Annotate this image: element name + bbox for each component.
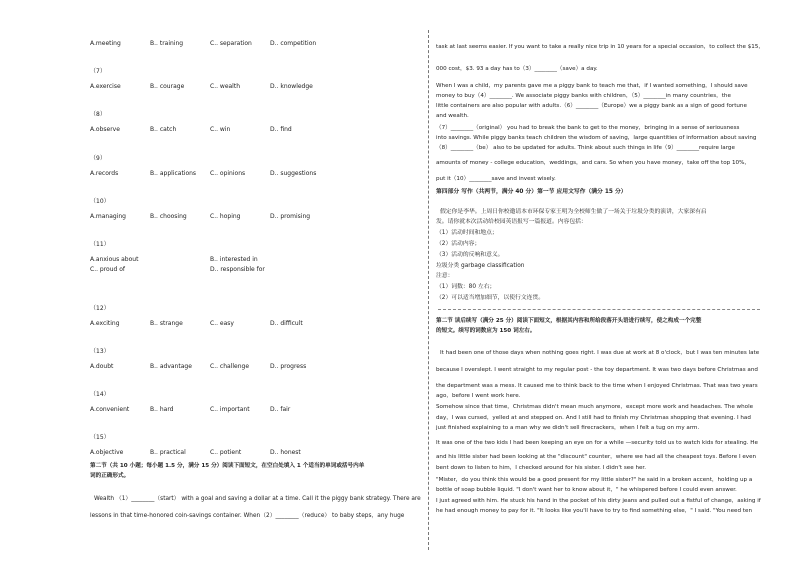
q13-option-d: D.. progress bbox=[270, 363, 307, 370]
q13-option-c: C.. challenge bbox=[210, 363, 250, 370]
story-line-14: he had enough money to pay for it. "It looks like you'll have to try to find something else，" I said. "You need ten bbox=[436, 508, 752, 514]
passage-cont-line-3: When I was a child，my parents gave me a piggy bank to teach me that，if I wanted something，I should save bbox=[436, 83, 748, 89]
q8-option-a: A.observe bbox=[90, 126, 120, 133]
q12-number: （12） bbox=[90, 305, 110, 312]
q7-option-b: B.. courage bbox=[150, 83, 185, 90]
writing-prompt-6: 垃圾分类 garbage classification bbox=[436, 263, 525, 269]
q14-option-d: D.. fair bbox=[270, 406, 291, 413]
q7-number: （7） bbox=[90, 68, 106, 75]
story-line-1: It had been one of those days when nothing goes right. I was due at work at 8 o'clock，but I was ten minutes late bbox=[440, 350, 760, 356]
q8-option-b: B.. catch bbox=[150, 126, 177, 133]
q14-option-b: B.. hard bbox=[150, 406, 174, 413]
passage-cont-line-5: little containers are also popular with adults.（6）________（Europe）we a piggy bank as a sign of good fortune bbox=[436, 103, 747, 109]
continuation-heading-cont: 的短文。续写的词数应为 150 词左右。 bbox=[436, 328, 536, 334]
writing-prompt-3: （1）活动时间和地点； bbox=[436, 230, 498, 236]
writing-prompt-1: 假定你是李华。上周日你校邀请本市环保专家王明为全校师生做了一场关于垃圾分类的演讲，大家深有启 bbox=[440, 209, 707, 215]
passage-cont-line-8: into savings. While piggy banks teach children the wisdom of saving，large quantities of information about saving bbox=[436, 135, 757, 141]
q12-option-b: B.. strange bbox=[150, 320, 183, 327]
q15-option-c: C.. potient bbox=[210, 449, 242, 456]
story-line-6: day，I was cursed，yelled at and stepped on. And I still had to finish my Christmas shopping that evening. I had bbox=[436, 415, 751, 421]
passage-cont-line-6: and wealth. bbox=[436, 113, 469, 119]
q7-option-c: C.. wealth bbox=[210, 83, 241, 90]
passage-cont-line-1: task at last seems easier. If you want to take a really nice trip in 10 years for a special occasion，to collect the $15， bbox=[436, 44, 765, 50]
story-line-7: just finished explaining to a man why we didn't sell firecrackers，when I felt a tug on my arm. bbox=[436, 425, 700, 431]
writing-prompt-9: （2）可以适当增加细节，以使行文连贯。 bbox=[436, 295, 545, 301]
writing-prompt-4: （2）活动内容； bbox=[436, 241, 481, 247]
part4-heading: 第四部分 写作（共两节，满分 40 分）第一节 应用文写作（满分 15 分） bbox=[436, 189, 627, 195]
q11-option-d: D.. responsible for bbox=[210, 266, 265, 273]
writing-prompt-7: 注意： bbox=[436, 273, 454, 279]
passage-cont-line-7: （7）________（original） you had to break the bank to get to the money，bringing in a sense of seriousness bbox=[436, 125, 740, 131]
story-line-12: bottle of soap bubble liquid. "I don't want her to know about it，" he whispered before I could even answer. bbox=[436, 487, 737, 493]
q10-number: （10） bbox=[90, 198, 110, 205]
q11-option-a: A.anxious about bbox=[90, 256, 139, 263]
q15-option-a: A.objective bbox=[90, 449, 124, 456]
q7-option-d: D.. knowledge bbox=[270, 83, 313, 90]
q10-option-a: A.managing bbox=[90, 213, 126, 220]
q8-option-d: D.. find bbox=[270, 126, 292, 133]
q11-option-b: B.. interested in bbox=[210, 256, 258, 263]
q15-option-d: D.. honest bbox=[270, 449, 301, 456]
q6-option-d: D.. competition bbox=[270, 40, 317, 47]
story-line-5: Somehow since that time，Christmas didn't mean much anymore，except more work and headaches. The whole bbox=[436, 404, 754, 410]
continuation-heading: 第二节 读后续写（满分 25 分）阅读下面短文，根据其内容和所给段落开头语进行续写，使之构成一个完整 bbox=[436, 318, 702, 324]
passage-cont-line-9: （8）________（be） also to be updated for adults. Think about such things in life（9）________require large bbox=[436, 145, 735, 151]
section2-heading-cont: 词的正确形式。 bbox=[90, 473, 130, 479]
column-divider bbox=[428, 30, 429, 550]
passage-cont-line-11: put it（10）________save and invest wisely. bbox=[436, 176, 556, 182]
passage-cont-line-2: 000 cost，$3. 93 a day has to（3）________（save）a day. bbox=[436, 66, 598, 72]
q14-option-c: C.. important bbox=[210, 406, 250, 413]
passage-line-1: Wealth （1）________（start） with a goal and saving a dollar at a time. Call it the piggy bank strategy. There are bbox=[94, 496, 421, 502]
story-line-2: because I overslept. I went straight to my regular post - the toy department. It was two days before Christmas and bbox=[436, 367, 758, 373]
writing-prompt-5: （3）活动的反响和意义。 bbox=[436, 252, 504, 258]
q15-option-b: B.. practical bbox=[150, 449, 186, 456]
q11-option-c: C.. proud of bbox=[90, 266, 126, 273]
q8-number: （8） bbox=[90, 111, 106, 118]
q10-option-d: D.. promising bbox=[270, 213, 311, 220]
section-separator bbox=[438, 309, 760, 310]
q14-option-a: A.convenient bbox=[90, 406, 130, 413]
story-line-10: bent down to listen to him，I checked around for his sister. I didn't see her. bbox=[436, 465, 646, 471]
q9-option-d: D.. suggestions bbox=[270, 170, 317, 177]
story-line-13: I just agreed with him. He stuck his hand in the pocket of his dirty jeans and pulled out a fistful of change，asking if bbox=[436, 498, 761, 504]
story-line-3: the department was a mess. It caused me to think back to the time when I enjoyed Christmas. That was two years bbox=[436, 383, 758, 389]
passage-cont-line-10: amounts of money - college education，weddings，and cars. So when you have money，take off the top 10%， bbox=[436, 160, 751, 166]
q8-option-c: C.. win bbox=[210, 126, 231, 133]
q11-number: （11） bbox=[90, 241, 110, 248]
passage-cont-line-4: money to buy（4）________. We associate piggy banks with children，（5）________in many countries，the bbox=[436, 93, 731, 99]
q10-option-b: B.. choosing bbox=[150, 213, 187, 220]
q6-option-c: C.. separation bbox=[210, 40, 252, 47]
q9-option-c: C.. opinions bbox=[210, 170, 246, 177]
section2-heading: 第二节（共 10 小题；每小题 1.5 分，满分 15 分）阅读下面短文，在空白处填入 1 个适当的单词或括号内单 bbox=[90, 463, 365, 469]
q12-option-a: A.exciting bbox=[90, 320, 120, 327]
writing-prompt-2: 发。请你就本次活动给校园英语报写一篇报道。内容包括： bbox=[436, 219, 587, 225]
q13-option-b: B.. advantage bbox=[150, 363, 192, 370]
story-line-4: ago，before I went work here. bbox=[436, 393, 521, 399]
q14-number: （14） bbox=[90, 391, 110, 398]
q12-option-d: D.. difficult bbox=[270, 320, 303, 327]
q9-number: （9） bbox=[90, 155, 106, 162]
q15-number: （15） bbox=[90, 434, 110, 441]
q13-number: （13） bbox=[90, 348, 110, 355]
q7-option-a: A.exercise bbox=[90, 83, 121, 90]
q9-option-a: A.records bbox=[90, 170, 119, 177]
q6-option-b: B.. training bbox=[150, 40, 184, 47]
story-line-8: It was one of the two kids I had been keeping an eye on for a while —security told us to watch kids for stealing. He bbox=[436, 440, 758, 446]
story-line-9: and his little sister had been looking at the "discount" counter，where we had all the cheapest toys. Before I even bbox=[436, 454, 757, 460]
q10-option-c: C.. hoping bbox=[210, 213, 241, 220]
passage-line-2: lessons in that time-honored coin-savings container. When（2）________（reduce） to baby steps，any huge bbox=[90, 513, 405, 519]
q13-option-a: A.doubt bbox=[90, 363, 114, 370]
q12-option-c: C.. easy bbox=[210, 320, 234, 327]
story-line-11: "Mister，do you think this would be a good present for my little sister?" he said in a broken accent，holding up a bbox=[436, 477, 753, 483]
q6-option-a: A.meeting bbox=[90, 40, 121, 47]
q9-option-b: B.. applications bbox=[150, 170, 197, 177]
writing-prompt-8: （1）词数：80 左右； bbox=[436, 284, 496, 290]
